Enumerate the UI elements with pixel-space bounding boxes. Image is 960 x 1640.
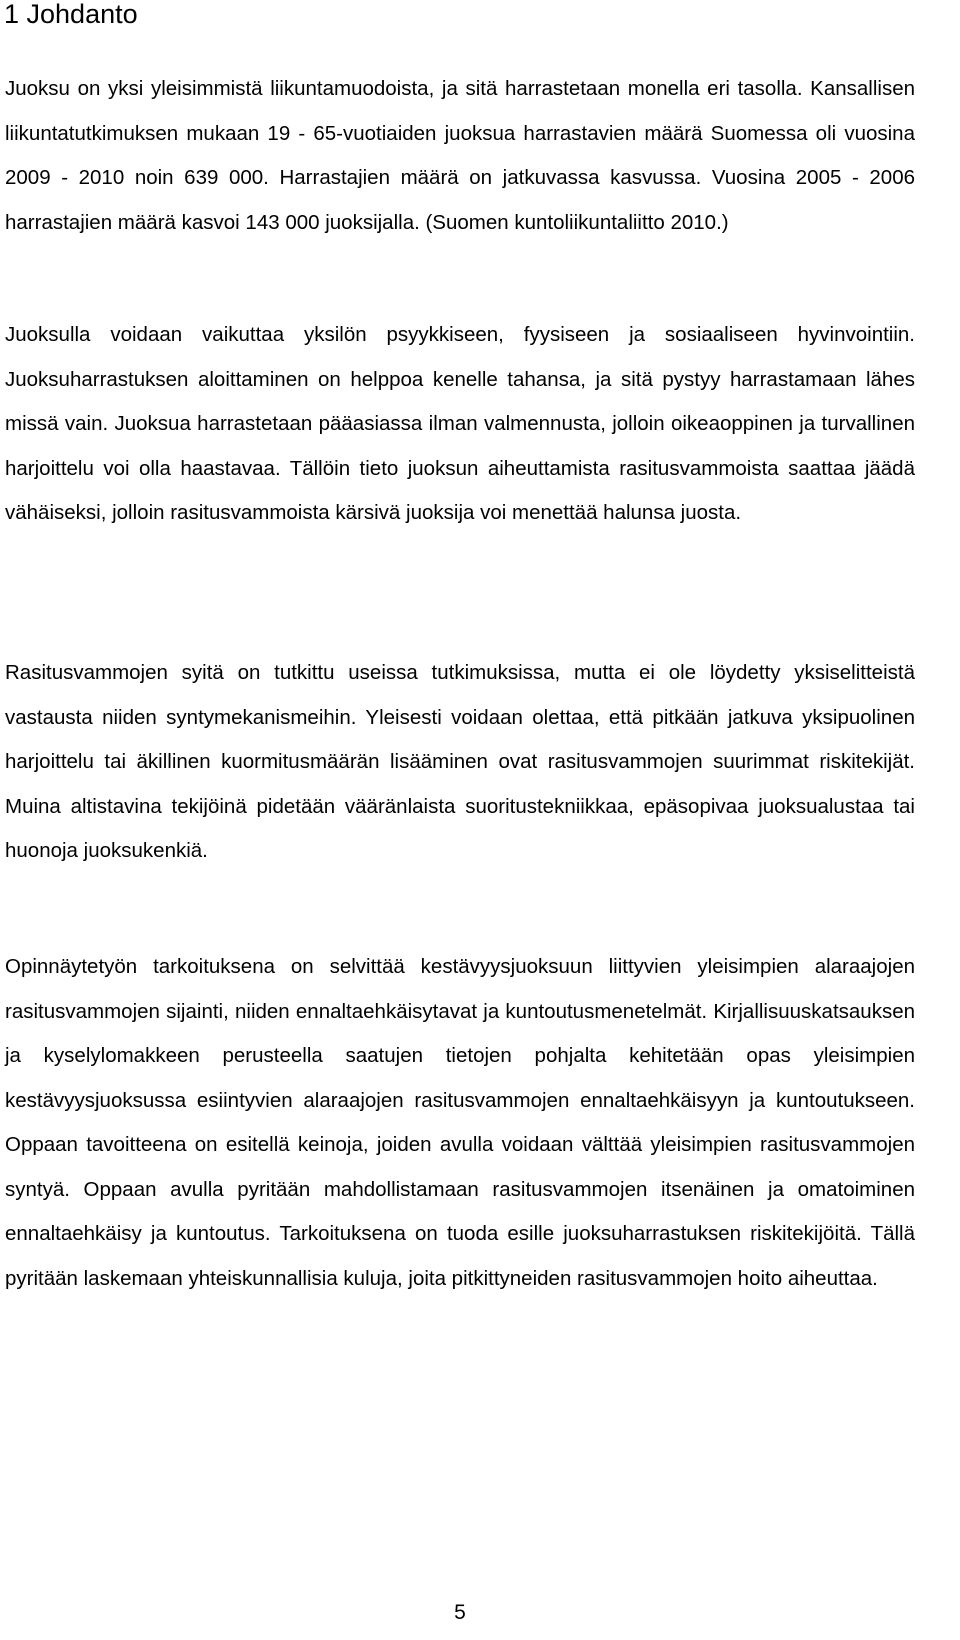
paragraph-purpose: Opinnäytetyön tarkoituksena on selvittää kestävyysjuoksuun liittyvien yleisimpien alaraajojen rasitusvammojen sijainti, niiden ennaltaehkäisytavat ja kuntoutusmenetelmät. Kirjallisuuskatsauksen ja kyselylomakkeen perusteella saatujen tietojen pohjalta kehitetään opas yleisimpien kestävyysjuoksussa esiintyvien alaraajojen rasitusvammojen ennaltaehkäisyyn ja kuntoutukseen. Oppaan tavoitteena on esitellä keinoja, joiden avulla voidaan välttää yleisimpien rasitusvammojen syntyä. Oppaan avulla pyritään mahdollistamaan rasitusvammojen itsenäinen ja omatoiminen ennaltaehkäisy ja kuntoutus. Tarkoituksena on tuoda esille juoksuharrastuksen riskitekijöitä. Tällä pyritään laskemaan yhteiskunnallisia kuluja, joita pitkittyneiden rasitusvammojen hoito aiheuttaa. xyxy=(5,955,915,1290)
page-number: 5 xyxy=(454,1601,466,1624)
paragraph-intro: Juoksu on yksi yleisimmistä liikuntamuodoista, ja sitä harrastetaan monella eri tasolla. Kansallisen liikuntatutkimuksen mukaan 19 - 65-vuotiaiden juoksua harrastavien määrä Suomessa oli vuosina 2009 - 2010 noin 639 000. Harrastajien määrä on jatkuvassa kasvussa. Vuosina 2005 - 2006 harrastajien määrä kasvoi 143 000 juoksijalla. (Suomen kuntoliikuntaliitto 2010.) xyxy=(5,77,915,234)
paragraph-causes: Rasitusvammojen syitä on tutkittu useissa tutkimuksissa, mutta ei ole löydetty yksiselitteistä vastausta niiden syntymekanismeihin. Yleisesti voidaan olettaa, että pitkään jatkuva yksipuolinen harjoittelu tai äkillinen kuormitusmäärän lisääminen ovat rasitusvammojen suurimmat riskitekijät. Muina altistavina tekijöinä pidetään vääränlaista suoritustekniikkaa, epäsopivaa juoksualustaa tai huonoja juoksukenkiä. xyxy=(5,661,915,862)
chapter-heading: 1 Johdanto xyxy=(4,0,138,29)
paragraph-benefits: Juoksulla voidaan vaikuttaa yksilön psyykkiseen, fyysiseen ja sosiaaliseen hyvinvointiin. Juoksuharrastuksen aloittaminen on helppoa kenelle tahansa, ja sitä pystyy harrastamaan lähes missä vain. Juoksua harrastetaan pääasiassa ilman valmennusta, jolloin oikeaoppinen ja turvallinen harjoittelu voi olla haastavaa. Tällöin tieto juoksun aiheuttamista rasitusvammoista saattaa jäädä vähäiseksi, jolloin rasitusvammoista kärsivä juoksija voi menettää halunsa juosta. xyxy=(5,323,915,524)
